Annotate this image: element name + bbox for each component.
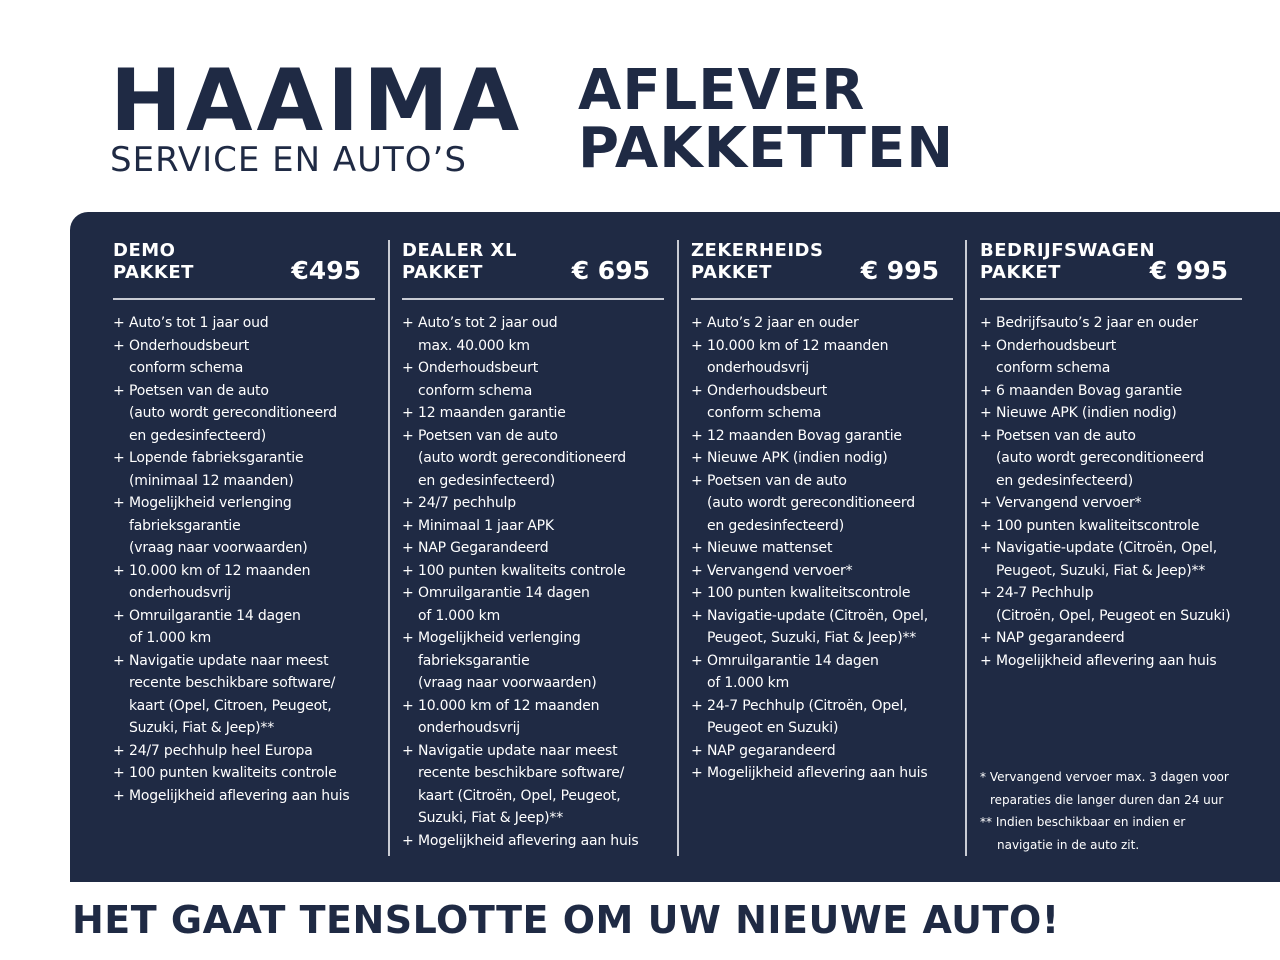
feature-item [980, 650, 1242, 673]
feature-text: 12 maanden garantie [418, 405, 566, 421]
feature-text: 6 maanden Bovag garantie [996, 382, 1183, 399]
feature-text: (vraag naar voorwaarden) [129, 540, 308, 556]
feature-item [691, 537, 953, 560]
feature-text: (auto wordt gereconditioneerd [996, 450, 1204, 466]
feature-text: kaart (Citroën, Opel, Peugeot, [418, 787, 621, 804]
feature-item [980, 492, 1242, 515]
package-header [402, 240, 664, 300]
feature-item [980, 380, 1242, 403]
footnote: ** Indien beschikbaar en indien er [980, 815, 1186, 829]
feature-text: Auto’s tot 1 jaar oud [129, 315, 269, 331]
feature-text: Suzuki, Fiat & Jeep)** [129, 720, 274, 736]
feature-text: (auto wordt gereconditioneerd [707, 495, 915, 511]
plus-icon: + [691, 585, 703, 601]
plus-icon: + [980, 405, 992, 421]
plus-icon: + [402, 832, 414, 849]
plus-icon: + [402, 405, 414, 421]
package-title-line: DEALER XL [402, 240, 517, 261]
package-title-line: BEDRIJFSWAGEN [980, 240, 1156, 261]
plus-icon: + [691, 562, 703, 579]
feature-text: 100 punten kwaliteits controle [129, 765, 337, 781]
package-header [980, 240, 1242, 300]
feature-text: Minimaal 1 jaar APK [418, 517, 554, 534]
feature-text: Navigatie-update (Citroën, Opel, [996, 540, 1217, 556]
feature-text: Navigatie update naar meest [129, 652, 329, 669]
plus-icon: + [402, 517, 414, 534]
feature-item [980, 402, 1242, 425]
feature-text: Omruilgarantie 14 dagen [707, 652, 879, 669]
feature-text: Poetsen van de auto [707, 472, 847, 489]
brand-name: HAAIMA [110, 51, 524, 151]
column-divider [677, 240, 679, 856]
feature-text: 24-7 Pechhulp [996, 585, 1094, 601]
feature-text: onderhoudsvrij [129, 585, 231, 601]
feature-item [980, 335, 1242, 380]
feature-text: Mogelijkheid verlenging [418, 630, 581, 646]
feature-text: conform schema [129, 360, 244, 376]
feature-text: recente beschikbare software/ [418, 765, 625, 781]
package-price: € 995 [1149, 256, 1228, 285]
plus-icon: + [980, 585, 992, 601]
feature-text: recente beschikbare software/ [129, 675, 336, 691]
footnote: * Vervangend vervoer max. 3 dagen voor [980, 770, 1229, 784]
package-title-line: PAKKET [402, 262, 483, 283]
feature-text: Mogelijkheid verlenging [129, 495, 292, 511]
feature-item [113, 605, 375, 650]
footnote: navigatie in de auto zit. [997, 837, 1140, 852]
feature-item [691, 740, 953, 763]
package-price: € 695 [571, 256, 650, 285]
feature-text: of 1.000 km [418, 607, 501, 624]
feature-item [691, 470, 953, 538]
page-title-line: AFLEVER [578, 58, 866, 123]
plus-icon: + [113, 742, 125, 759]
feature-item [402, 492, 664, 515]
plus-icon: + [691, 652, 703, 669]
feature-text: 100 punten kwaliteitscontrole [996, 517, 1200, 534]
feature-text: onderhoudsvrij [707, 360, 809, 376]
feature-text: 10.000 km of 12 maanden [129, 562, 311, 579]
feature-text: Nieuwe APK (indien nodig) [996, 405, 1177, 421]
page-title [578, 58, 955, 181]
feature-text: Lopende fabrieksgarantie [129, 450, 304, 466]
plus-icon: + [980, 652, 992, 669]
feature-text: Nieuwe APK (indien nodig) [707, 450, 888, 466]
feature-text: Vervangend vervoer* [707, 562, 853, 579]
feature-text: Onderhoudsbeurt [129, 337, 250, 354]
package-column [691, 240, 953, 785]
plus-icon: + [691, 697, 703, 714]
package-features [113, 312, 375, 807]
feature-text: 100 punten kwaliteitscontrole [707, 585, 911, 601]
plus-icon: + [113, 607, 125, 624]
feature-text: Vervangend vervoer* [996, 495, 1142, 511]
feature-item [113, 447, 375, 492]
feature-text: Auto’s 2 jaar en ouder [707, 315, 859, 331]
feature-item [402, 582, 664, 627]
feature-text: fabrieksgarantie [418, 652, 530, 669]
feature-text: Mogelijkheid aflevering aan huis [996, 652, 1217, 669]
feature-item [402, 425, 664, 493]
feature-text: NAP gegarandeerd [707, 742, 836, 759]
feature-item [402, 357, 664, 402]
feature-item [113, 650, 375, 740]
plus-icon: + [691, 337, 703, 354]
feature-text: conform schema [418, 382, 533, 399]
plus-icon: + [402, 562, 414, 579]
feature-item [691, 447, 953, 470]
feature-text: Omruilgarantie 14 dagen [418, 585, 590, 601]
package-title-line: PAKKET [113, 262, 194, 283]
feature-text: 24/7 pechhulp heel Europa [129, 742, 313, 759]
feature-item [691, 425, 953, 448]
package-header [113, 240, 375, 300]
feature-text: Mogelijkheid aflevering aan huis [129, 787, 350, 804]
feature-text: Bedrijfsauto’s 2 jaar en ouder [996, 315, 1198, 331]
feature-text: (vraag naar voorwaarden) [418, 675, 597, 691]
feature-text: Peugeot, Suzuki, Fiat & Jeep)** [707, 630, 917, 646]
page-title-line: PAKKETTEN [578, 116, 955, 181]
package-header [691, 240, 953, 300]
tagline: HET GAAT TENSLOTTE OM UW NIEUWE AUTO! [72, 898, 1060, 942]
plus-icon: + [980, 630, 992, 646]
feature-item [113, 560, 375, 605]
footnotes [980, 766, 1242, 856]
feature-item [980, 537, 1242, 582]
plus-icon: + [113, 382, 125, 399]
plus-icon: + [691, 315, 703, 331]
column-divider [388, 240, 390, 856]
feature-item [980, 425, 1242, 493]
feature-text: Peugeot, Suzuki, Fiat & Jeep)** [996, 562, 1206, 579]
feature-item [402, 560, 664, 583]
feature-text: 24-7 Pechhulp (Citroën, Opel, [707, 697, 908, 714]
plus-icon: + [402, 585, 414, 601]
feature-item [113, 380, 375, 448]
package-price: € 995 [860, 256, 939, 285]
feature-text: Onderhoudsbeurt [707, 382, 828, 399]
feature-item [691, 695, 953, 740]
plus-icon: + [113, 315, 125, 331]
package-features [691, 312, 953, 785]
feature-item [691, 605, 953, 650]
feature-text: 10.000 km of 12 maanden [418, 697, 600, 714]
feature-text: kaart (Opel, Citroen, Peugeot, [129, 697, 332, 714]
feature-text: 12 maanden Bovag garantie [707, 427, 902, 444]
feature-text: Mogelijkheid aflevering aan huis [418, 832, 639, 849]
plus-icon: + [980, 517, 992, 534]
plus-icon: + [402, 697, 414, 714]
plus-icon: + [691, 427, 703, 444]
package-title-line: PAKKET [980, 262, 1061, 283]
feature-text: Mogelijkheid aflevering aan huis [707, 765, 928, 781]
package-title-line: DEMO [113, 240, 176, 261]
feature-text: 24/7 pechhulp [418, 495, 516, 511]
package-column [402, 240, 664, 852]
feature-item [113, 762, 375, 785]
feature-text: fabrieksgarantie [129, 517, 241, 534]
plus-icon: + [691, 742, 703, 759]
feature-text: onderhoudsvrij [418, 720, 520, 736]
package-column [980, 240, 1242, 856]
feature-text: NAP gegarandeerd [996, 630, 1125, 646]
feature-item [402, 740, 664, 830]
feature-text: en gedesinfecteerd) [996, 472, 1134, 489]
feature-text: Suzuki, Fiat & Jeep)** [418, 810, 563, 826]
feature-item [402, 312, 664, 357]
feature-item [691, 380, 953, 425]
plus-icon: + [980, 495, 992, 511]
feature-text: Omruilgarantie 14 dagen [129, 607, 301, 624]
feature-item [113, 335, 375, 380]
plus-icon: + [113, 562, 125, 579]
plus-icon: + [980, 382, 992, 399]
plus-icon: + [980, 540, 992, 556]
plus-icon: + [402, 495, 414, 511]
plus-icon: + [113, 337, 125, 354]
plus-icon: + [980, 337, 992, 354]
feature-item [691, 312, 953, 335]
feature-text: conform schema [996, 360, 1111, 376]
column-divider [965, 240, 967, 856]
feature-text: (auto wordt gereconditioneerd [418, 450, 626, 466]
feature-text: of 1.000 km [707, 675, 790, 691]
feature-item [691, 762, 953, 785]
feature-item [402, 627, 664, 695]
package-features [980, 312, 1242, 672]
feature-item [691, 335, 953, 380]
plus-icon: + [402, 630, 414, 646]
feature-text: Onderhoudsbeurt [996, 337, 1117, 354]
feature-text: Onderhoudsbeurt [418, 360, 539, 376]
package-column [113, 240, 375, 807]
feature-text: 100 punten kwaliteits controle [418, 562, 626, 579]
feature-text: Navigatie update naar meest [418, 742, 618, 759]
package-title-line: ZEKERHEIDS [691, 240, 824, 261]
feature-item [980, 312, 1242, 335]
feature-text: en gedesinfecteerd) [418, 472, 556, 489]
plus-icon: + [113, 495, 125, 511]
plus-icon: + [691, 450, 703, 466]
brand-subtitle: SERVICE EN AUTO’S [110, 140, 467, 180]
feature-text: en gedesinfecteerd) [707, 517, 845, 534]
feature-item [402, 537, 664, 560]
feature-item [113, 740, 375, 763]
plus-icon: + [402, 315, 414, 331]
footnote: reparaties die langer duren dan 24 uur [990, 792, 1224, 807]
feature-item [402, 515, 664, 538]
feature-item [113, 492, 375, 560]
feature-item [402, 830, 664, 853]
plus-icon: + [402, 540, 414, 556]
plus-icon: + [691, 607, 703, 624]
plus-icon: + [691, 540, 703, 556]
package-price: €495 [291, 256, 361, 285]
feature-item [691, 650, 953, 695]
feature-text: Peugeot en Suzuki) [707, 720, 839, 736]
packages-panel [70, 212, 1280, 882]
feature-item [402, 402, 664, 425]
brand-logo [110, 51, 524, 180]
feature-item [980, 627, 1242, 650]
plus-icon: + [113, 652, 125, 669]
feature-item [113, 785, 375, 808]
plus-icon: + [691, 765, 703, 781]
plus-icon: + [980, 427, 992, 444]
plus-icon: + [691, 382, 703, 399]
package-features [402, 312, 664, 852]
feature-text: NAP Gegarandeerd [418, 540, 549, 556]
plus-icon: + [113, 450, 125, 466]
feature-item [113, 312, 375, 335]
plus-icon: + [113, 765, 125, 781]
plus-icon: + [402, 360, 414, 376]
plus-icon: + [691, 472, 703, 489]
feature-text: Poetsen van de auto [418, 427, 558, 444]
plus-icon: + [113, 787, 125, 804]
plus-icon: + [402, 427, 414, 444]
feature-text: 10.000 km of 12 maanden [707, 337, 889, 354]
feature-text: Poetsen van de auto [996, 427, 1136, 444]
plus-icon: + [402, 742, 414, 759]
feature-text: Poetsen van de auto [129, 382, 269, 399]
feature-item [980, 582, 1242, 627]
feature-text: (minimaal 12 maanden) [129, 472, 294, 489]
feature-text: conform schema [707, 405, 822, 421]
feature-text: (Citroën, Opel, Peugeot en Suzuki) [996, 607, 1231, 624]
feature-item [980, 515, 1242, 538]
feature-text: Auto’s tot 2 jaar oud [418, 315, 558, 331]
feature-item [402, 695, 664, 740]
feature-text: Navigatie-update (Citroën, Opel, [707, 607, 928, 624]
feature-item [691, 560, 953, 583]
feature-item [691, 582, 953, 605]
plus-icon: + [980, 315, 992, 331]
package-title-line: PAKKET [691, 262, 772, 283]
feature-text: en gedesinfecteerd) [129, 427, 267, 444]
feature-text: of 1.000 km [129, 630, 212, 646]
feature-text: (auto wordt gereconditioneerd [129, 405, 337, 421]
feature-text: max. 40.000 km [418, 337, 530, 354]
feature-text: Nieuwe mattenset [707, 540, 833, 556]
